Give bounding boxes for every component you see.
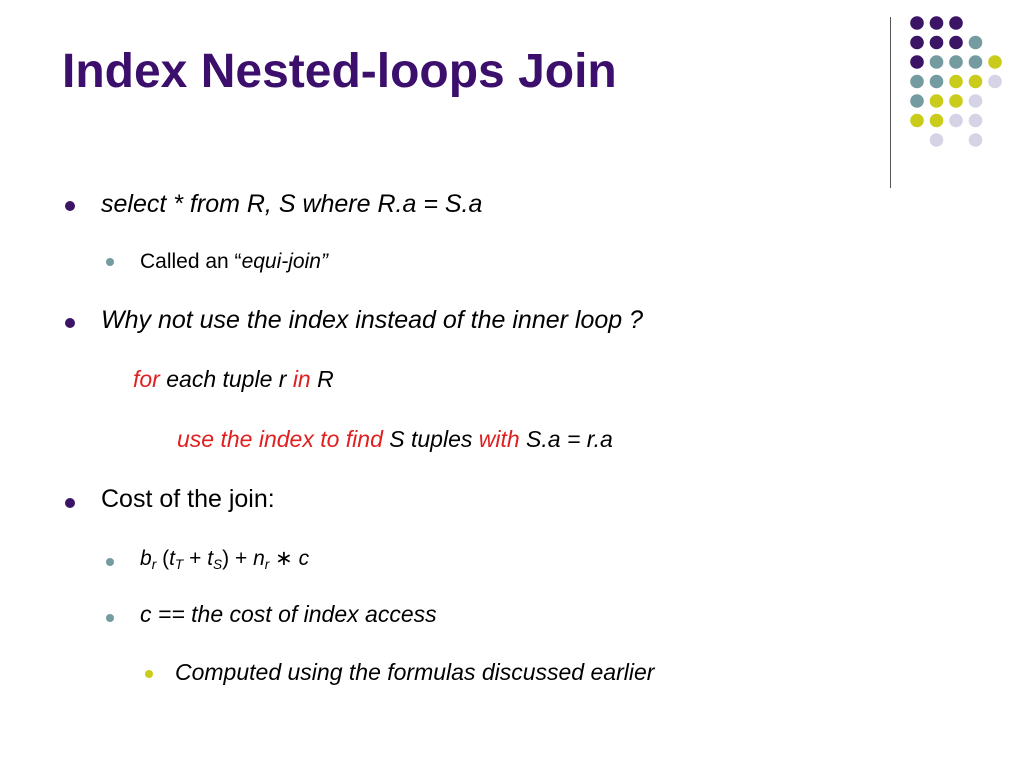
- code-text: S.a = r.a: [519, 426, 613, 452]
- pseudocode-line-1: [133, 366, 334, 393]
- decoration-dot: [988, 75, 1002, 89]
- decoration-dot: [930, 114, 944, 128]
- slide-title: Index Nested-loops Join: [62, 45, 617, 98]
- formula-plus: +: [183, 547, 208, 570]
- cost-formula: [140, 546, 309, 571]
- code-text: each tuple r: [159, 366, 293, 392]
- decoration-dot: [969, 36, 983, 50]
- formula-t1: t: [169, 547, 175, 570]
- decoration-dot: [930, 75, 944, 89]
- decoration-dot: [949, 94, 963, 108]
- decoration-dot: [910, 36, 924, 50]
- formula-times: ∗: [269, 547, 299, 570]
- decoration-dot: [969, 55, 983, 69]
- decoration-dot: [949, 16, 963, 30]
- decoration-dot: [930, 36, 944, 50]
- bullet-marker: [65, 318, 75, 328]
- sub-bullet-marker: [106, 258, 114, 266]
- formula-close-plus: ) +: [222, 547, 254, 570]
- keyword-in: in: [292, 366, 311, 392]
- bullet-query: select * from R, S where R.a = S.a: [101, 190, 483, 218]
- formula-c: c: [298, 547, 310, 570]
- sub-bullet-marker: [106, 558, 114, 566]
- formula-n-sub: r: [264, 557, 270, 572]
- decoration-dot: [930, 16, 944, 30]
- bullet-marker: [65, 201, 75, 211]
- bullet-cost: Cost of the join:: [101, 485, 275, 513]
- sub-sub-bullet-marker: [145, 670, 153, 678]
- formula-b-sub: r: [151, 557, 157, 572]
- sub-bullet-equi-join: [140, 250, 328, 274]
- decoration-dot: [930, 133, 944, 147]
- formula-b: b: [140, 547, 152, 570]
- decoration-dot-grid: [0, 0, 1024, 200]
- code-text: R: [310, 366, 334, 392]
- decoration-dot: [969, 94, 983, 108]
- keyword-with: with: [478, 426, 520, 452]
- formula-t2-sub: S: [213, 557, 223, 572]
- decoration-dot: [910, 114, 924, 128]
- decoration-dot: [969, 75, 983, 89]
- decoration-dot: [949, 36, 963, 50]
- formula-open: (: [156, 547, 170, 570]
- equi-term: equi-join”: [241, 250, 328, 273]
- decoration-dot: [949, 55, 963, 69]
- decoration-dot: [988, 55, 1002, 69]
- keyword-for: for: [133, 366, 160, 392]
- formula-t2: t: [207, 547, 214, 570]
- decoration-dot: [910, 75, 924, 89]
- keyword-use-index: use the index to find: [177, 426, 383, 452]
- decoration-dot: [969, 133, 983, 147]
- decoration-dot: [910, 16, 924, 30]
- decoration-dot: [910, 55, 924, 69]
- decoration-dot: [949, 75, 963, 89]
- code-text: S tuples: [382, 426, 479, 452]
- equi-prefix: Called an “: [140, 250, 242, 273]
- computed-note: Computed using the formulas discussed earlier: [175, 659, 655, 685]
- bullet-why: Why not use the index instead of the inner loop ?: [101, 306, 644, 334]
- decoration-dot: [930, 55, 944, 69]
- pseudocode-line-2: [177, 426, 613, 453]
- c-definition: c == the cost of index access: [140, 601, 437, 627]
- formula-n: n: [253, 547, 265, 570]
- decoration-dot: [910, 94, 924, 108]
- sub-bullet-marker: [106, 614, 114, 622]
- decoration-dot: [949, 114, 963, 128]
- bullet-marker: [65, 498, 75, 508]
- decoration-dot: [969, 114, 983, 128]
- formula-t1-sub: T: [174, 557, 184, 572]
- decoration-dot: [930, 94, 944, 108]
